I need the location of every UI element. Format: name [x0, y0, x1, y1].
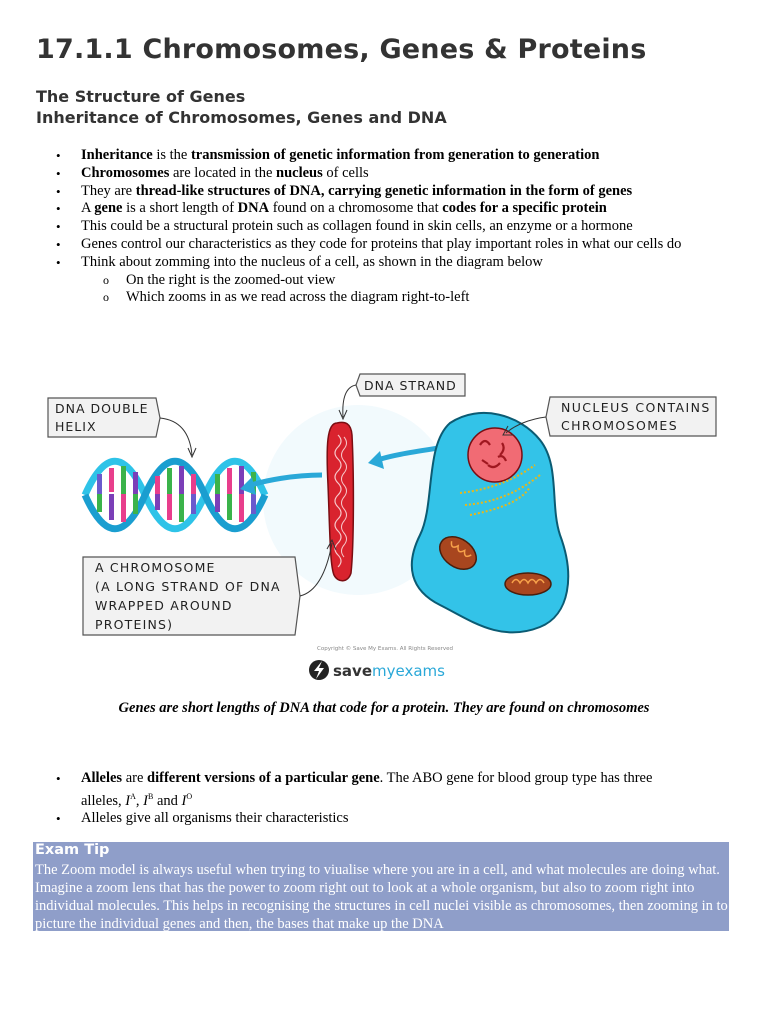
svg-text:(A LONG STRAND OF DNA: (A LONG STRAND OF DNA	[95, 579, 281, 594]
chromosome-illustration	[327, 422, 353, 580]
svg-text:HELIX: HELIX	[55, 419, 97, 434]
exam-tip-box	[33, 842, 729, 931]
section-heading: The Structure of Genes	[36, 87, 246, 106]
copyright-text: Copyright © Save My Exams. All Rights Reserved	[317, 646, 453, 652]
section-subheading: Inheritance of Chromosomes, Genes and DNA	[36, 108, 447, 127]
list-item: • A gene is a short length of DNA found on a chromosome that codes for a specific protein	[0, 200, 768, 218]
list-item: • Alleles are different versions of a particular gene. The ABO gene for blood group type has three alleles, $I^A$, $I^B$ and $I^O$	[0, 770, 681, 810]
sub-list-item: o On the right is the zoomed-out view	[0, 272, 768, 290]
sub-list-container	[0, 272, 768, 308]
svg-text:NUCLEUS CONTAINS: NUCLEUS CONTAINS	[561, 400, 711, 415]
alleles-list	[0, 770, 768, 828]
svg-text:PROTEINS): PROTEINS)	[95, 617, 174, 632]
sub-list-item: o Which zooms in as we read across the diagram right-to-left	[0, 289, 768, 307]
page-title: 17.1.1 Chromosomes, Genes & Proteins	[36, 34, 647, 65]
list-item: • Think about zomming into the nucleus of a cell, as shown in the diagram below	[0, 254, 768, 272]
svg-text:savemyexams: savemyexams	[333, 662, 445, 680]
nucleus-label	[503, 397, 716, 436]
save-my-exams-logo	[309, 660, 445, 680]
sub-list	[0, 272, 768, 308]
svg-text:WRAPPED AROUND: WRAPPED AROUND	[95, 598, 233, 613]
dna-helix-label	[48, 398, 196, 457]
list-item: • Alleles give all organisms their characteristics	[0, 810, 681, 828]
exam-tip-title: Exam Tip	[35, 842, 110, 858]
list-item: • Inheritance is the transmission of genetic information from generation to generation	[0, 147, 768, 165]
list-item: • Genes control our characteristics as they code for proteins that play important roles in what our cells do	[0, 236, 768, 254]
dna-helix-illustration	[85, 461, 265, 529]
list-item: • This could be a structural protein such as collagen found in skin cells, an enzyme or a hormone	[0, 218, 768, 236]
svg-text:CHROMOSOMES: CHROMOSOMES	[561, 418, 679, 433]
figure-caption: Genes are short lengths of DNA that code for a protein. They are found on chromosomes	[118, 700, 650, 716]
zoom-diagram	[40, 365, 730, 690]
key-points-list	[0, 147, 768, 307]
svg-text:DNA DOUBLE: DNA DOUBLE	[55, 401, 149, 416]
exam-tip-body: The Zoom model is always useful when trying to viualise where you are in a cell, and what molecules are doing what. Imagine a zoom lens that has the power to zoom right out to look at a whole organism, but also to zoom right into individual molecules. This helps in recognising the structures in cell nuclei visible as chromosomes, then zooming in to picture the individual genes and then, the bases that make up the DNA	[35, 862, 728, 932]
svg-text:A CHROMOSOME: A CHROMOSOME	[95, 560, 216, 575]
list-item: • Chromosomes are located in the nucleus of cells	[0, 165, 768, 183]
list-item: • They are thread-like structures of DNA, carrying genetic information in the form of genes	[0, 183, 768, 201]
svg-text:DNA STRAND: DNA STRAND	[364, 378, 457, 393]
